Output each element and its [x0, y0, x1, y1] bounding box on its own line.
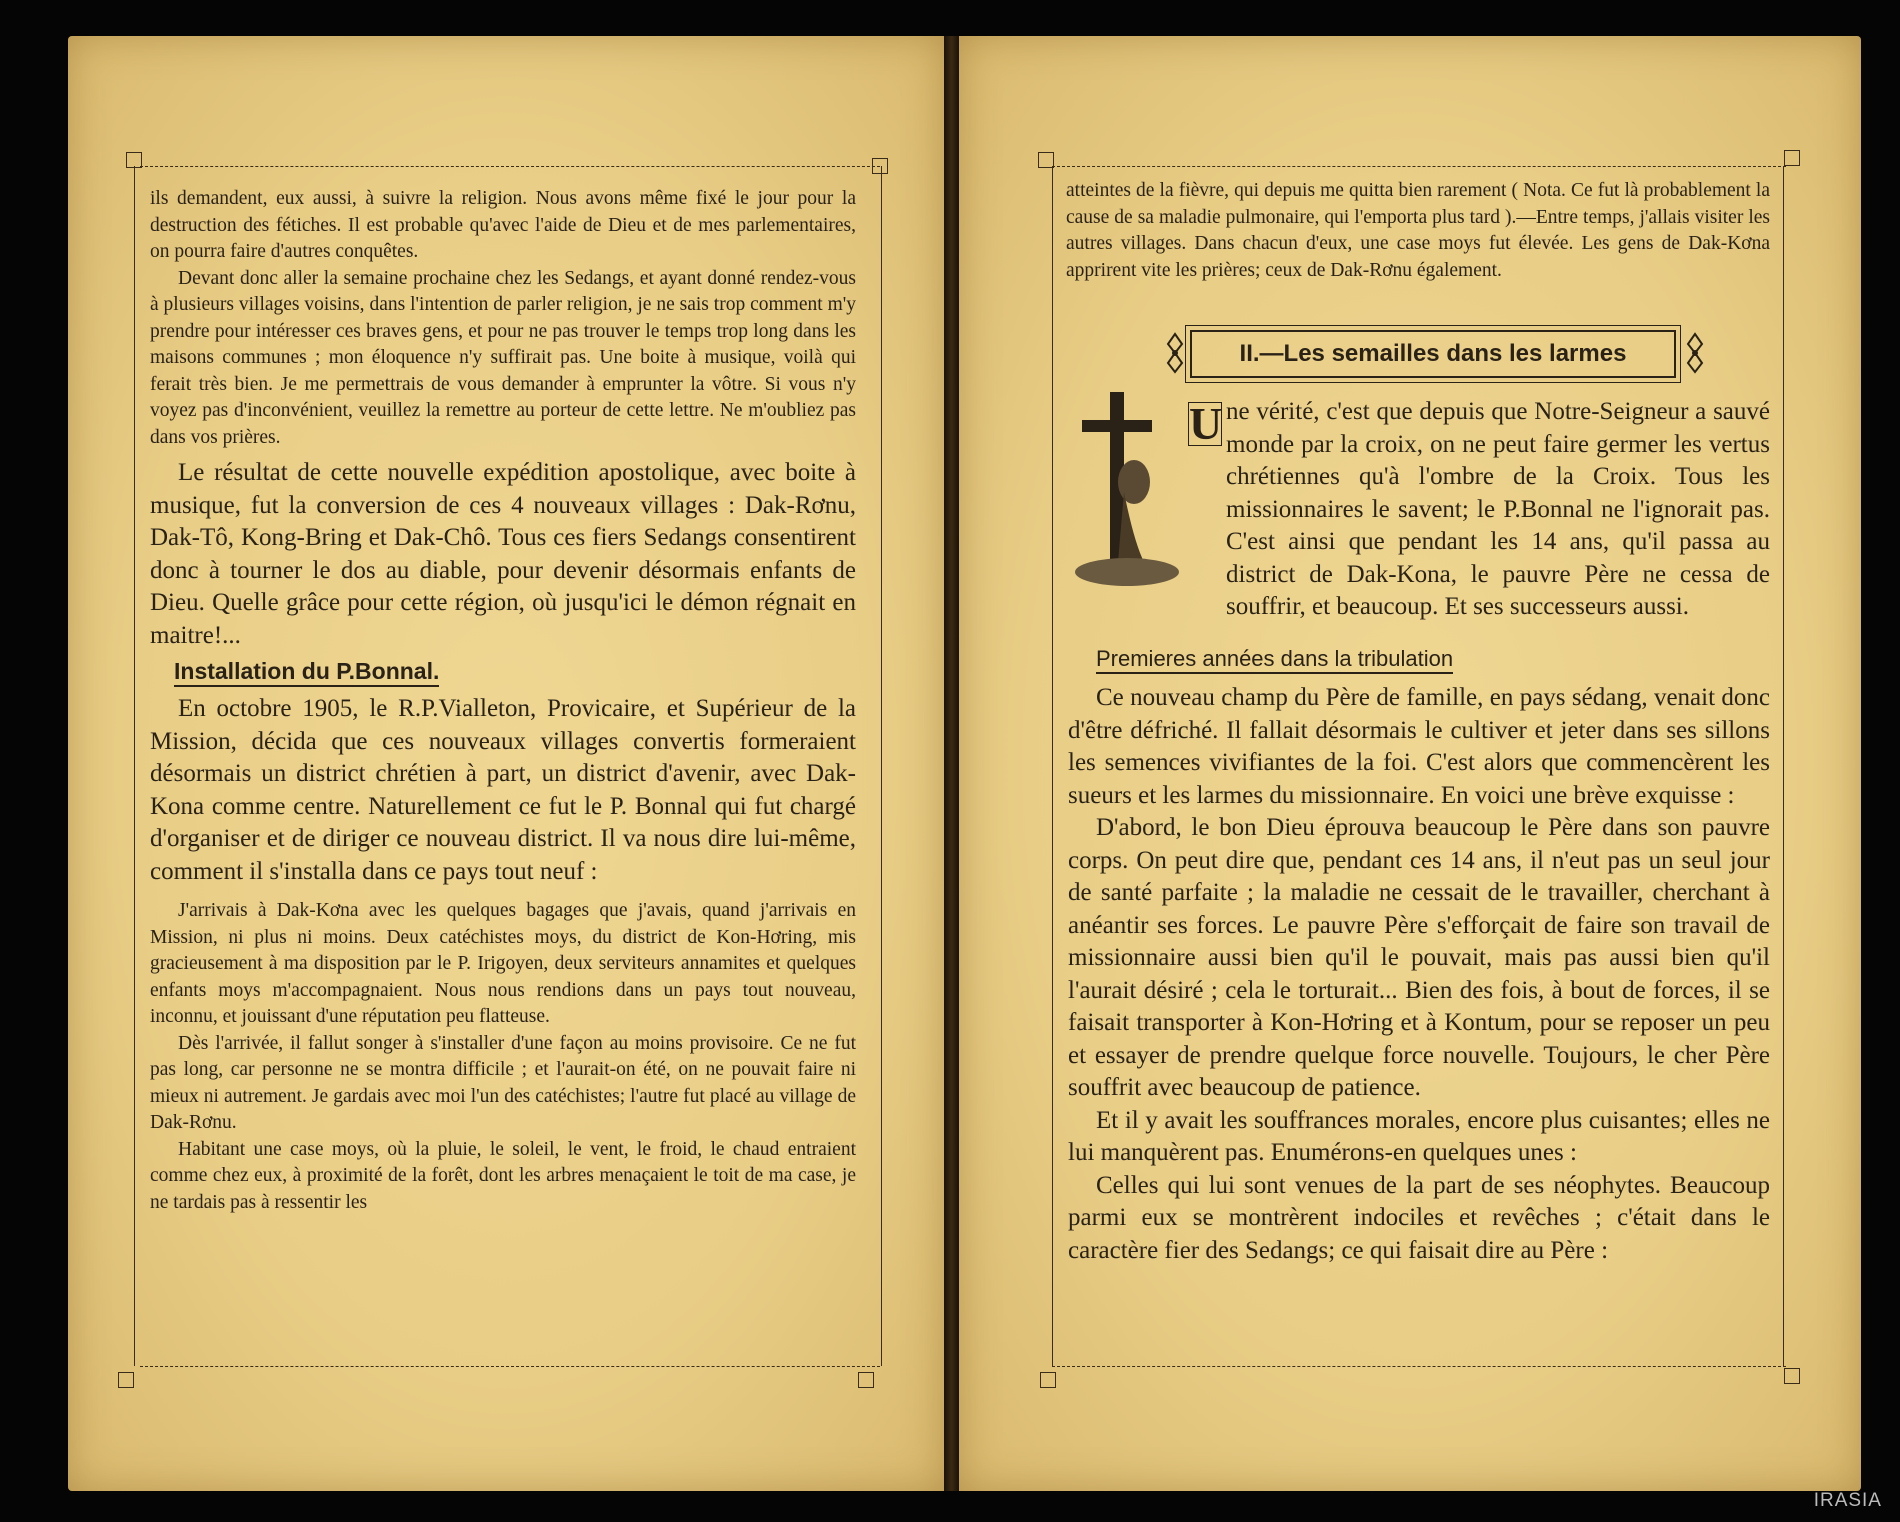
quote-paragraph: Habitant une case moys, où la pluie, le soleil, le vent, le froid, le chaud entraient comme chez eux, à proximité de la forêt, dont les arbres menaçaient le toit de ma case, je ne tardais pas à ressentir les	[150, 1138, 856, 1213]
narrative	[150, 457, 856, 652]
letter-paragraph: Devant donc aller la semaine prochaine chez les Sedangs, et ayant donné rendez-vous à plusieurs villages voisins, dans l'intention de parler religion, je ne sais trop comment m'y prendre pour intéresser ces braves gens, et pour ne pas trouver le temps trop long dans les maisons communes ; mon éloquence n'y suffirait pas. Une boite à musique, voilà qui ferait très bien. Je me permettrais de vous demander à emprunter la vôtre. Si vous n'y voyez pas d'inconvénient, veuillez la remettre au porteur de cette lettre. Ne m'oubliez pas dans vos prières.	[150, 267, 856, 448]
letter-continuation	[150, 186, 856, 451]
corner-mark	[1784, 150, 1800, 166]
narrative	[150, 693, 856, 888]
paragraph-morales: Et il y avait les souffrances morales, encore plus cuisantes; elles ne lui manquèrent pas. Enumérons-en quelques unes :	[1068, 1106, 1770, 1166]
quote-paragraph: Dès l'arrivée, il fallut songer à s'installer d'une façon au moins provisoire. Ce ne fut pas long, car personne ne se montra difficile ; et l'aurait-on été, on ne pouvait faire ni mieux ni autrement. Je gardais avec moi l'un des catéchistes; l'autre fut placé au village de Dak-Rơnu.	[150, 1032, 856, 1133]
ornament-right-icon	[1680, 330, 1710, 376]
paragraph-verite-start	[1226, 396, 1770, 624]
paragraph-verite: ne vérité, c'est que depuis que Notre-Seigneur a sauvé monde par la croix, on ne peut faire germer les vertus chrétiennes qu'à l'ombre de la Croix. Tous les missionnaires le savent; le P.Bonnal ne l'ignorait pas. C'est ainsi que pendant les 14 ans, qu'il passa au district de Dak-Kona, le pauvre Père ne cessa de souffrir, et beaucoup. Et ses successeurs aussi.	[1226, 398, 1770, 620]
cross-illustration-icon	[1072, 392, 1182, 592]
paragraph-champ: Ce nouveau champ du Père de famille, en pays sédang, venait donc d'être défriché. Il fallait désormais le cultiver et jeter dans ses sillons les semences vivifiantes de la foi. C'est alors que commencèrent les sueurs et les larmes du missionnaire. En voici une brève exquisse :	[1068, 684, 1770, 809]
section-heading-installation: Installation du P.Bonnal.	[174, 658, 439, 687]
corner-mark	[872, 158, 888, 174]
corner-mark	[1040, 1372, 1056, 1388]
letter-paragraph: ils demandent, eux aussi, à suivre la religion. Nous avons même fixé le jour pour la destruction des fétiches. Il est probable qu'avec l'aide de Dieu et de mes parlementaires, on pourra faire d'autres conquêtes.	[150, 188, 856, 262]
ornament-left-icon	[1160, 330, 1190, 376]
book-spine	[944, 36, 959, 1491]
paragraph-result: Le résultat de cette nouvelle expédition apostolique, avec boite à musique, fut la conversion de ces 4 nouveaux villages : Dak-Rơnu, Dak-Tô, Kong-Bring et Dak-Chô. Tous ces fiers Sedangs consentirent donc à tourner le dos au diable, pour devenir désormais enfants de Dieu. Quelle grâce pour cette région, où jusqu'ici le démon régnait en maitre!...	[150, 459, 856, 649]
corner-mark	[1784, 1368, 1800, 1384]
right-bottom-rule	[1052, 1366, 1786, 1367]
right-top-text: atteintes de la fièvre, qui depuis me quitta bien rarement ( Nota. Ce fut là probablement la cause de sa maladie pulmonaire, qui l'emporta plus tard ).—Entre temps, j'allais visiter les autres villages. Dans chacun d'eux, une case moys fut élevée. Les gens de Dak-Kơna apprirent vite les prières; ceux de Dak-Rơnu également.	[1066, 180, 1770, 281]
corner-mark	[118, 1372, 134, 1388]
watermark: IRASIA	[1813, 1490, 1882, 1511]
section-heading-premieres: Premieres années dans la tribulation	[1096, 646, 1453, 674]
corner-mark	[126, 152, 142, 168]
chapter-title: II.—Les semailles dans les larmes	[1190, 330, 1676, 378]
left-bottom-rule	[140, 1366, 880, 1367]
paragraph-dabord: D'abord, le bon Dieu éprouva beaucoup le Père dans son pauvre corps. On peut dire que, pendant ces 14 ans, il n'eut pas un seul jour de santé parfaite ; la maladie ne cessait de le travailler, cherchant à anéantir ses forces. Le pauvre Père s'efforçait de faire son travail de missionnaire aussi bien qu'il le pouvait, mais pas aussi bien qu'il l'aurait désiré ; cela le torturait... Bien des fois, à bout de forces, il se faisait transporter à Kon-Hơring et à Kontum, pour se reposer un peu et essayer de prendre quelque force nouvelle. Toujours, le cher Père souffrit avec beaucoup de patience.	[1068, 814, 1770, 1101]
corner-mark	[1038, 152, 1054, 168]
right-page-body	[1068, 640, 1770, 1267]
drop-cap: U	[1189, 398, 1223, 449]
quote-paragraph: J'arrivais à Dak-Kơna avec les quelques bagages que j'avais, quand j'arrivais en Mission, ni plus ni moins. Deux catéchistes moys, du district de Kon-Hơring, mis gracieusement à ma disposition par le P. Irigoyen, deux serviteurs annamites et quelques enfants moys m'accompagnaient. Nous nous rendions dans un pays tout nouveau, inconnu, et jouissant d'une réputation peu flatteuse.	[150, 900, 856, 1027]
narrative	[1068, 682, 1770, 1267]
paragraph-octobre: En octobre 1905, le R.P.Vialleton, Provicaire, et Supérieur de la Mission, décida que ces nouveaux villages convertis formeraient désormais un district chrétien à part, un district d'avenir, avec Dak-Kona comme centre. Naturellement ce fut le P. Bonnal qui fut chargé d'organiser et de diriger ce nouveau district. Il va nous dire lui-même, comment il s'installa dans ce pays tout neuf :	[150, 695, 856, 885]
corner-mark	[858, 1372, 874, 1388]
left-page-body	[150, 186, 856, 1216]
quoted-letter	[150, 898, 856, 1216]
paragraph-celles: Celles qui lui sont venues de la part de ses néophytes. Beaucoup parmi eux se montrèrent indociles et revêches ; c'était dans le caractère fier des Sedangs; ce qui faisait dire au Père :	[1068, 1171, 1770, 1264]
